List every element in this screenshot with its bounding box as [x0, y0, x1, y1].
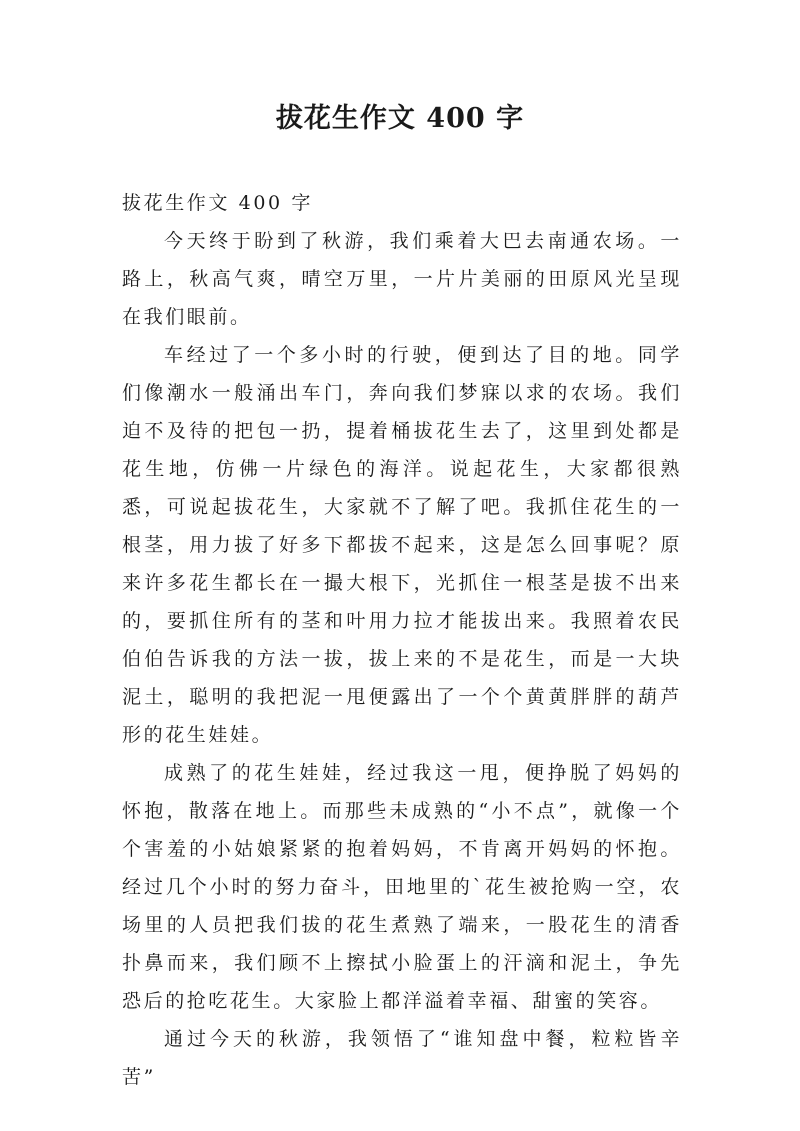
document-title: 拔花生作文 400 字: [275, 103, 525, 134]
paragraph: 通过今天的秋游，我领悟了“谁知盘中餐，粒粒皆辛苦”: [122, 1028, 682, 1088]
paragraph: 车经过了一个多小时的行驶，便到达了目的地。同学们像潮水一般涌出车门，奔向我们梦寐以求的农场。我们迫不及待的把包一扔，提着桶拔花生去了，这里到处都是花生地，仿佛一片绿色的海洋。说起花生，大家都很熟悉，可说起拔花生，大家就不了解了吧。我抓住花生的一根茎，用力拔了好多下都拔不起来，这是怎么回事呢？原来许多花生都长在一撮大根下，光抓住一根茎是拔不出来的，要抓住所有的茎和叶用力拉才能拔出来。我照着农民伯伯告诉我的方法一拔，拔上来的不是花生，而是一大块泥土，聪明的我把泥一甩便露出了一个个黄黄胖胖的葫芦形的花生娃娃。: [122, 344, 682, 746]
document-subtitle: 拔花生作文 400 字: [122, 192, 313, 214]
paragraph: 成熟了的花生娃娃，经过我这一甩，便挣脱了妈妈的怀抱，散落在地上。而那些未成熟的“小不点”，就像一个个害羞的小姑娘紧紧的抱着妈妈，不肯离开妈妈的怀抱。经过几个小时的努力奋斗，田地里的`花生被抢购一空，农场里的人员把我们拔的花生煮熟了端来，一股花生的清香扑鼻而来，我们顾不上擦拭小脸蛋上的汗滴和泥土，争先恐后的抢吃花生。大家脸上都洋溢着幸福、甜蜜的笑容。: [122, 762, 682, 1012]
paragraph: 今天终于盼到了秋游，我们乘着大巴去南通农场。一路上，秋高气爽，晴空万里，一片片美丽的田原风光呈现在我们眼前。: [122, 230, 682, 328]
document-body: [122, 184, 682, 1096]
